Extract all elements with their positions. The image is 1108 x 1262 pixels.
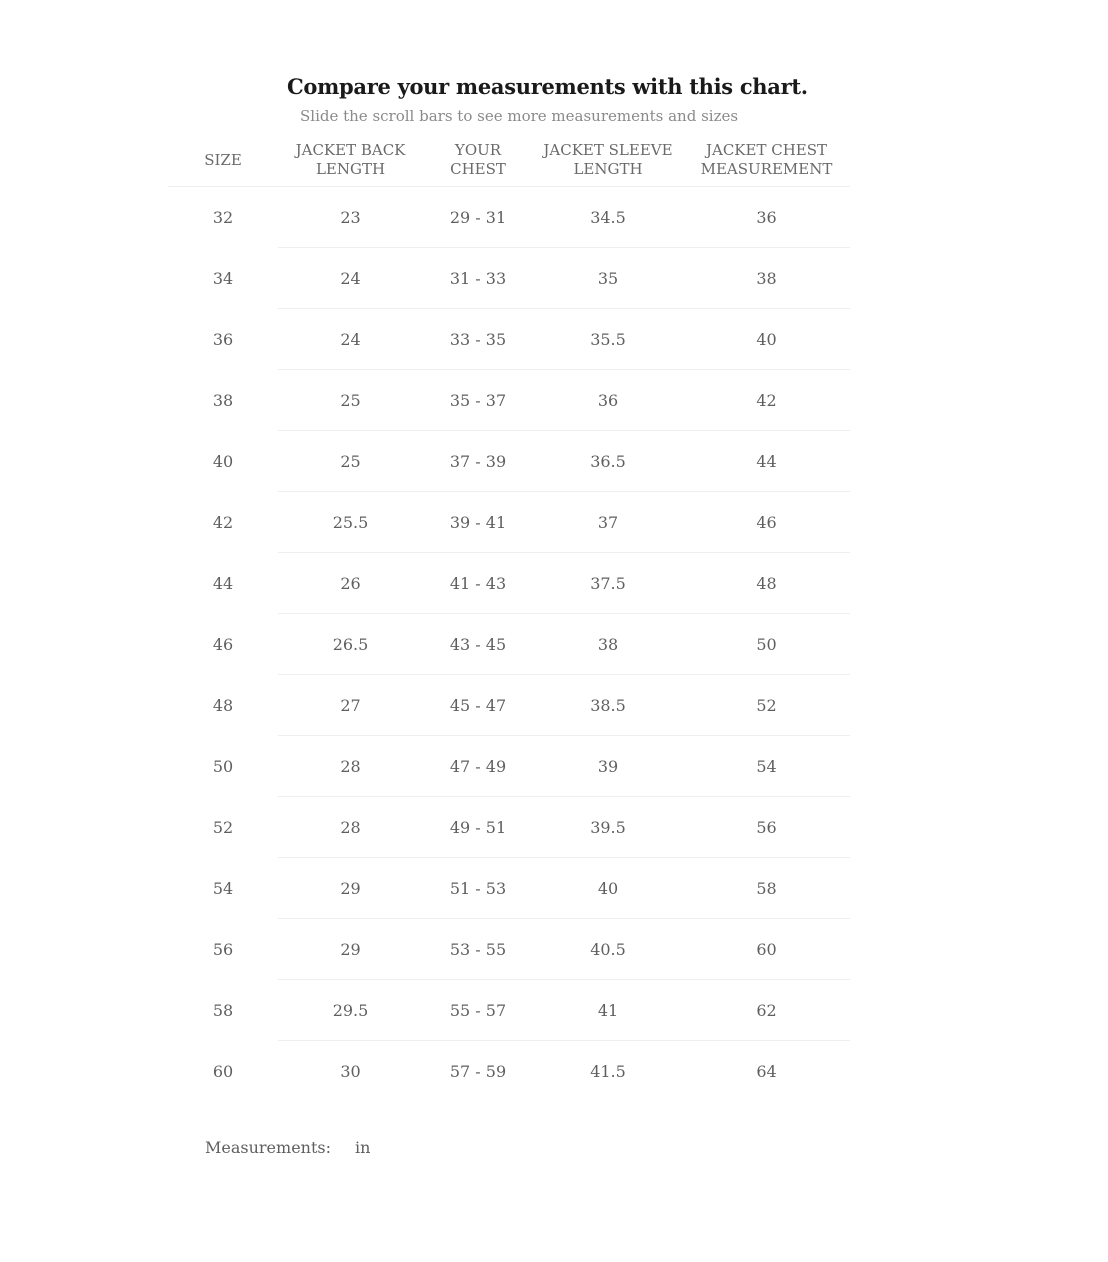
your-chest-cell: 37 - 39 — [423, 431, 533, 492]
table-row — [168, 492, 850, 553]
size-chart-table — [168, 134, 850, 1101]
chest-measurement-cell: 36 — [683, 187, 850, 248]
table-row — [168, 370, 850, 431]
sleeve-length-cell: 40.5 — [533, 919, 683, 980]
sleeve-length-cell: 41 — [533, 980, 683, 1041]
size-cell: 34 — [212, 268, 234, 288]
your-chest-cell: 31 - 33 — [423, 248, 533, 309]
back-length-cell: 25 — [278, 431, 423, 492]
sleeve-length-cell: 39 — [533, 736, 683, 797]
chest-measurement-cell: 42 — [683, 370, 850, 431]
size-cell: 44 — [212, 573, 234, 593]
table-row — [168, 858, 850, 919]
sleeve-length-cell: 38 — [533, 614, 683, 675]
table-body — [168, 187, 850, 1102]
size-cell: 54 — [212, 878, 234, 898]
column-header-size: SIZE — [168, 134, 278, 187]
size-cell: 36 — [212, 329, 234, 349]
back-length-cell: 27 — [278, 675, 423, 736]
size-cell: 32 — [212, 207, 234, 227]
size-cell: 38 — [212, 390, 234, 410]
size-cell: 60 — [212, 1061, 234, 1081]
chest-measurement-cell: 38 — [683, 248, 850, 309]
your-chest-cell: 47 - 49 — [423, 736, 533, 797]
back-length-cell: 29.5 — [278, 980, 423, 1041]
size-cell: 52 — [212, 817, 234, 837]
back-length-cell: 28 — [278, 797, 423, 858]
your-chest-cell: 45 - 47 — [423, 675, 533, 736]
your-chest-cell: 29 - 31 — [423, 187, 533, 248]
column-header-jacket-back-length: JACKET BACK LENGTH — [278, 134, 423, 187]
back-length-cell: 25.5 — [278, 492, 423, 553]
table-header-row — [168, 134, 850, 187]
chest-measurement-cell: 56 — [683, 797, 850, 858]
table-row — [168, 614, 850, 675]
back-length-cell: 24 — [278, 309, 423, 370]
chest-measurement-cell: 40 — [683, 309, 850, 370]
your-chest-cell: 39 - 41 — [423, 492, 533, 553]
back-length-cell: 30 — [340, 1061, 361, 1081]
back-length-cell: 24 — [278, 248, 423, 309]
your-chest-cell: 41 - 43 — [423, 553, 533, 614]
chest-measurement-cell: 58 — [683, 858, 850, 919]
table-row — [168, 1041, 850, 1102]
sleeve-length-cell: 38.5 — [533, 675, 683, 736]
sleeve-length-cell: 41.5 — [590, 1061, 626, 1081]
chest-measurement-cell: 48 — [683, 553, 850, 614]
chart-subtitle: Slide the scroll bars to see more measurements and sizes — [300, 107, 739, 125]
sleeve-length-cell: 36 — [533, 370, 683, 431]
chest-measurement-cell: 46 — [683, 492, 850, 553]
your-chest-cell: 55 - 57 — [423, 980, 533, 1041]
back-length-cell: 26.5 — [278, 614, 423, 675]
your-chest-cell: 51 - 53 — [423, 858, 533, 919]
sleeve-length-cell: 35.5 — [533, 309, 683, 370]
column-header-jacket-sleeve-length: JACKET SLEEVE LENGTH — [533, 134, 683, 187]
chest-measurement-cell: 50 — [683, 614, 850, 675]
sleeve-length-cell: 40 — [533, 858, 683, 919]
sleeve-length-cell: 35 — [533, 248, 683, 309]
measurements-label: Measurements: — [205, 1138, 331, 1157]
your-chest-cell: 35 - 37 — [423, 370, 533, 431]
measurement-unit-value: in — [355, 1138, 371, 1157]
table-row — [168, 309, 850, 370]
size-cell: 50 — [212, 756, 234, 776]
table-row — [168, 553, 850, 614]
your-chest-cell: 49 - 51 — [423, 797, 533, 858]
sleeve-length-cell: 39.5 — [533, 797, 683, 858]
sleeve-length-cell: 37.5 — [533, 553, 683, 614]
your-chest-cell: 33 - 35 — [423, 309, 533, 370]
table-row — [168, 431, 850, 492]
back-length-cell: 23 — [278, 187, 423, 248]
table-row — [168, 736, 850, 797]
size-cell: 58 — [212, 1000, 234, 1020]
table-row — [168, 675, 850, 736]
your-chest-cell: 53 - 55 — [423, 919, 533, 980]
sleeve-length-cell: 37 — [533, 492, 683, 553]
chest-measurement-cell: 54 — [683, 736, 850, 797]
your-chest-cell: 43 - 45 — [423, 614, 533, 675]
sleeve-length-cell: 34.5 — [533, 187, 683, 248]
measurement-units — [205, 1138, 370, 1157]
table-row — [168, 797, 850, 858]
size-cell: 40 — [212, 451, 234, 471]
size-cell: 46 — [212, 634, 234, 654]
table-row — [168, 248, 850, 309]
chest-measurement-cell: 44 — [683, 431, 850, 492]
chest-measurement-cell: 62 — [683, 980, 850, 1041]
chest-measurement-cell: 52 — [683, 675, 850, 736]
column-header-jacket-chest-measurement: JACKET CHEST MEASUREMENT — [683, 134, 850, 187]
back-length-cell: 25 — [278, 370, 423, 431]
back-length-cell: 26 — [278, 553, 423, 614]
chart-title: Compare your measurements with this chart. — [287, 74, 808, 99]
back-length-cell: 29 — [278, 919, 423, 980]
size-cell: 42 — [212, 512, 234, 532]
chest-measurement-cell: 60 — [683, 919, 850, 980]
chest-measurement-cell: 64 — [756, 1061, 777, 1081]
table-row — [168, 980, 850, 1041]
table-row — [168, 919, 850, 980]
back-length-cell: 28 — [278, 736, 423, 797]
your-chest-cell: 57 - 59 — [449, 1061, 507, 1081]
back-length-cell: 29 — [278, 858, 423, 919]
sleeve-length-cell: 36.5 — [533, 431, 683, 492]
size-cell: 48 — [212, 695, 234, 715]
column-header-your-chest: YOUR CHEST — [423, 134, 533, 187]
size-cell: 56 — [212, 939, 234, 959]
table-row — [168, 187, 850, 248]
